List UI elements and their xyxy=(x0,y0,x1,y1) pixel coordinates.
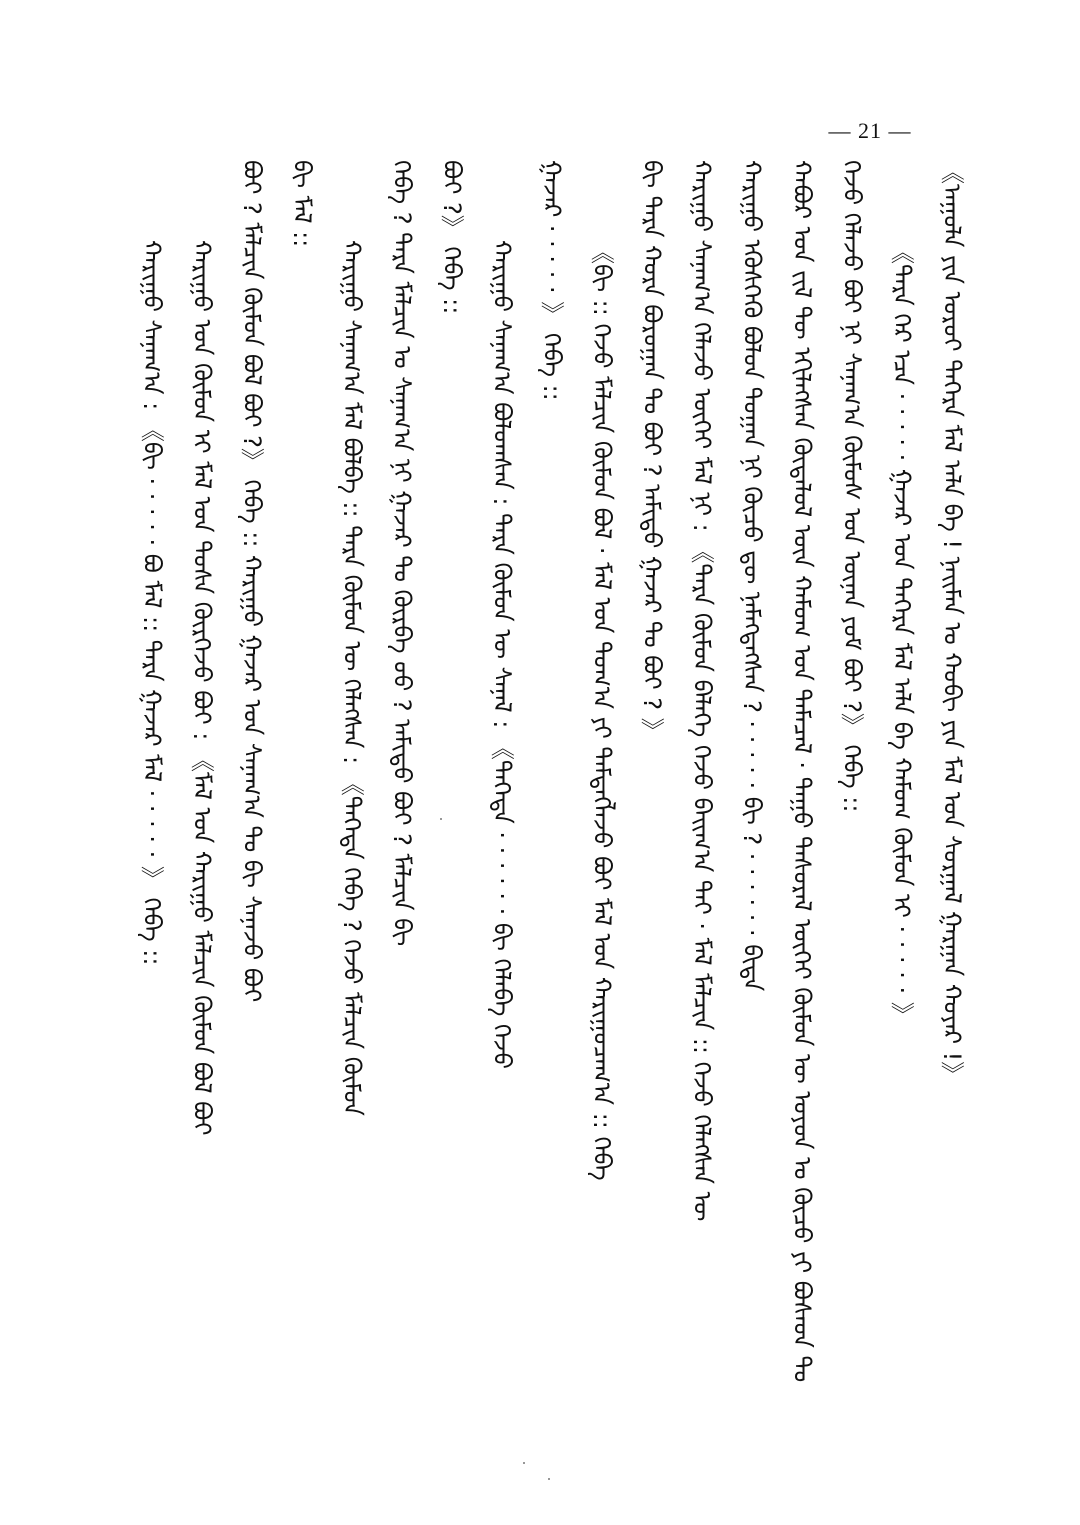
scan-speck xyxy=(548,1478,550,1480)
text-line: ᠪᠢ ᠮᠠᠯ :: xyxy=(288,160,316,248)
text-line: 《ᠪᠢ :: ᠭᠡᠵᠦ ᠮᠠᠯᠴᠢᠨ ᠬᠦᠮᠦᠨ ᠪᠤᠯ · ᠮᠠᠯ ᠤᠨ ᠲᠣᠭ᠎ᠠ ᠶᠢ ᠲᠡᠮᠳᠡᠭᠯᠡᠵᠦ ᠪᠤᠢ ᠮᠠᠯ ᠤᠨ ᠬᠠᠷᠢᠭᠤᠴᠠᠭ᠎ᠠ :: ᠭᠡᠪᠡ xyxy=(588,240,616,1181)
text-line: ᠭᠡᠵᠦ ᠬᠡᠯᠡᠵᠦ ᠪᠤᠢ ᠨᠢ ᠰᠠᠨᠠᠭ᠎ᠠ ᠬᠦᠮᠦᠰ ᠤᠨ ᠦᠨᠡᠨ ᠶᠤᠮ ᠪᠤᠢ ?》 ᠭᠡᠪᠡ :: xyxy=(838,160,866,813)
text-line: 《ᠠᠭᠤᠯᠠ ᠶᠢᠨ ᠣᠷᠣᠢ ᠳᠡᠭᠡᠷᠡ ᠮᠠᠯ ᠠᠯᠠ ᠪᠠ ! ᠨᠠᠢᠮᠠᠨ ᠤ ᠬᠤᠪᠢ ᠶᠢᠨ ᠮᠠᠯ ᠤᠨ ᠰᠤᠷᠭᠠᠯ ᠭᠠᠷᠭᠠᠨ ᠬᠣᠶᠠᠷ !》 xyxy=(938,160,966,1086)
page-number: — 21 — xyxy=(828,118,912,143)
text-line: ᠬᠠᠷᠢᠭᠤ ᠰᠠᠨᠠᠭ᠎ᠠ ᠮᠠᠯ ᠪᠣᠯᠪᠠ :: ᠲᠡᠷᠡ ᠬᠦᠮᠦᠨ ᠦ ᠬᠡᠯᠡᠭᠰᠡᠨ : 《ᠲᠡᠭᠡᠳᠡ ᠭᠡᠪᠡ ? ᠭᠡᠵᠦ ᠮᠠᠯᠴᠢᠨ ᠬᠦᠮᠦᠨ xyxy=(338,240,366,1116)
text-line: ᠪᠤᠢ ?》 ᠭᠡᠪᠡ :: xyxy=(438,160,466,315)
text-block xyxy=(120,160,980,1400)
text-line: ᠬᠠᠷᠢᠭᠤ ᠡᠭᠦᠰᠬᠡᠬᠦ ᠪᠤᠯᠤᠨ ᠲᠣᠭᠠᠨ ᠨᠢ ᠬᠦᠴᠦ ᠳᠦ ᠨᠡᠮᠡᠭᠳᠡᠭᠰᠡᠨ ? · · · · · ᠪᠢ ? · · · · · · ᠪᠢᠳᠡ xyxy=(738,160,766,992)
text-line: ᠬᠠᠪᠤᠷ ᠤᠨ ᠵᠢᠯ ᠲᠦ ᠡᠬᠢᠯᠡᠭᠰᠡᠨ ᠬᠦᠳᠡᠯᠦᠯ ᠦᠨ ᠬᠠᠮᠤᠭ ᠤᠨ ᠲᠡᠮᠡᠴᠡᠯ · ᠳᠠᠭᠤ ᠲᠠᠰᠤᠷᠠᠯ ᠦᠭᠡᠢ ᠬᠦᠮᠦᠨ ᠦ ᠣᠶᠤᠨ ᠤ ᠬᠦᠴᠦ ᠶᠢ ᠪᠤᠰᠠᠳ ᠲᠤ xyxy=(788,160,816,1383)
text-line: ᠬᠠᠷᠢᠭᠤ ᠰᠠᠨᠠᠭ᠎ᠠ ᠬᠡᠯᠡᠵᠦ ᠦᠭᠡᠢ ᠮᠠᠯ ᠨᠢ : 《ᠲᠡᠷᠡ ᠬᠦᠮᠦᠨ ᠪᠡᠯᠡᠬᠡ ᠭᠡᠵᠦ ᠪᠠᠢᠭ᠎ᠠ ᠲᠠᠢ · ᠮᠠᠯ ᠮᠠᠯᠴᠢᠨ :: ᠭᠡᠵᠦ ᠬᠡᠯᠡᠭᠰᠡᠨ ᠦ xyxy=(688,160,716,1222)
text-line: ᠬᠠᠷᠢᠭᠤ ᠰᠠᠨᠠᠭ᠎ᠠ : 《ᠪᠢ · · · · · ᠪᠤ ᠮᠠᠯ :: ᠲᠡᠷᠡ ᠭᠠᠵᠠᠷ ᠮᠠᠯ · · · · · 》 ᠭᠡᠪᠡ :: xyxy=(138,240,166,966)
text-line: ᠬᠠᠷᠢᠭᠤ ᠰᠠᠨᠠᠭ᠎ᠠ ᠪᠤᠯᠤᠭᠰᠠᠨ : ᠲᠡᠷᠡ ᠬᠦᠮᠦᠨ ᠦ ᠰᠠᠨᠠᠯ : 《ᠲᠡᠭᠡᠳᠡ · · · · · · ᠪᠢ ᠬᠡᠯᠡᠪᠡ ᠭᠡᠵᠦ xyxy=(488,240,516,1069)
text-line: ᠪᠤᠢ ? ᠮᠠᠯᠴᠢᠨ ᠬᠦᠮᠦᠨ ᠪᠤᠯ ᠪᠤᠢ ?》 ᠭᠡᠪᠡ :: ᠬᠠᠷᠢᠭᠤ ᠭᠠᠵᠠᠷ ᠤᠨ ᠰᠠᠨᠠᠭ᠎ᠠ ᠲᠤ ᠪᠢ ᠰᠠᠨᠠᠵᠤ ᠪᠤᠢ xyxy=(238,160,266,1003)
text-line: ᠬᠠᠷᠢᠭᠤ ᠤᠨ ᠬᠦᠮᠦᠨ ᠢ ᠮᠠᠯ ᠤᠨ ᠲᠤᠰᠠ ᠬᠦᠷᠭᠡᠵᠦ ᠪᠤᠢ : 《ᠮᠠᠯ ᠤᠨ ᠬᠠᠷᠢᠭᠤ ᠮᠠᠯᠴᠢᠨ ᠬᠦᠮᠦᠨ ᠪᠤᠯ ᠪᠤᠢ xyxy=(188,240,216,1136)
text-line: 《ᠲᠡᠷᠡ ᠭᠡᠷ ᠡᠴᠡ · · · · · ᠭᠠᠵᠠᠷ ᠤᠨ ᠳᠡᠭᠡᠷᠡ ᠮᠠᠯ ᠠᠯᠠ ᠪᠠ ᠬᠠᠮᠤᠭ ᠬᠦᠮᠦᠨ ᠢ · · · · · 》 xyxy=(888,240,916,1026)
text-line: ᠭᠡᠪᠡ ? ᠲᠡᠷᠡ ᠮᠠᠯᠴᠢᠨ ᠤ ᠰᠠᠨᠠᠭ᠎ᠠ ᠨᠢ ᠭᠠᠵᠠᠷ ᠲᠤ ᠬᠦᠷᠪᠡ ᠤᠤ ? ᠠᠮᠢᠳᠤ ᠪᠤᠢ ? ᠮᠠᠯᠴᠢᠨ ᠪᠢ xyxy=(388,160,416,947)
scan-speck xyxy=(523,1462,525,1464)
text-line: ᠪᠢ ᠲᠡᠷᠡ ᠬᠤᠷᠠ ᠪᠣᠷᠣᠭᠠᠨ ᠲᠤ ᠪᠤᠢ ? ᠠᠮᠢᠳᠤ ᠭᠠᠵᠠᠷ ᠲᠤ ᠪᠤᠢ ? 》 xyxy=(638,160,666,742)
text-line: ᠭᠠᠵᠠᠷ · · · · · 》 ᠭᠡᠪᠡ :: xyxy=(538,160,566,401)
scan-speck xyxy=(440,818,442,820)
